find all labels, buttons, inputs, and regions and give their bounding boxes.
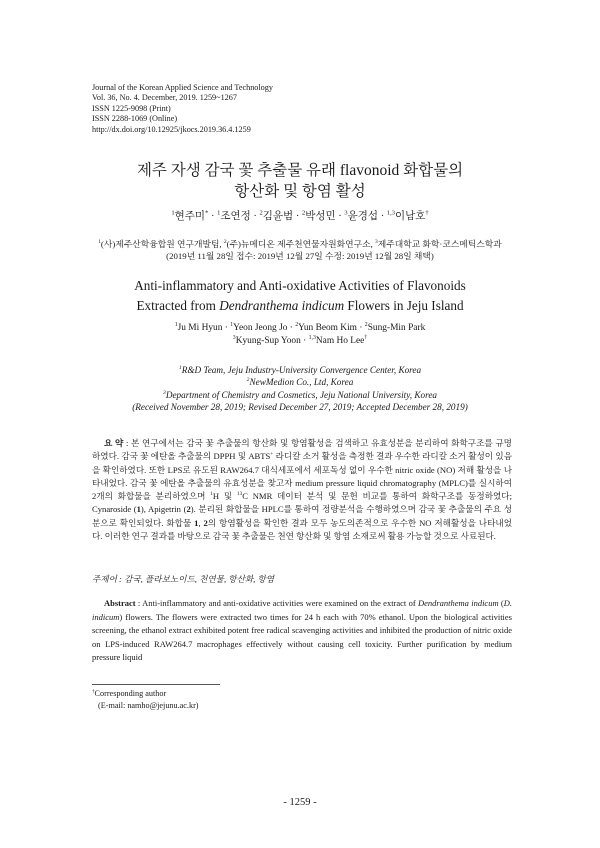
compound-number: 1 xyxy=(136,504,141,515)
english-dates: (Received November 28, 2019; Revised December 27, 2019; Accepted December 28, 2019) xyxy=(132,401,468,412)
footnote-line1 xyxy=(92,688,199,700)
abstract-text: H 및 xyxy=(212,491,237,502)
author-name: 김윤범 xyxy=(262,211,294,222)
compound-number: 2 xyxy=(186,504,191,515)
author-mark: * xyxy=(205,209,209,217)
author-affiliation-sup: 1 xyxy=(174,321,178,328)
english-abstract xyxy=(92,597,512,665)
author-mark: † xyxy=(425,209,429,217)
abstract-sup: 1 xyxy=(210,491,213,498)
korean-affiliations xyxy=(0,238,600,262)
author xyxy=(365,323,425,333)
abstract-text: , xyxy=(198,517,204,528)
english-title-line1: Anti-inflammatory and Anti-oxidative Activities of Flavonoids xyxy=(134,278,466,293)
species-name: Dendranthema indicum xyxy=(417,598,499,608)
korean-title-line1: 제주 자생 감국 꽃 추출물 유래 flavonoid 화합물의 xyxy=(136,162,464,179)
abstract-text: 의 항염활성을 확인한 결과 모두 농도의존적으로 우수한 NO 저해활성을 나타내었다. 이러한 연구 결과를 바탕으로 감국 꽃 추출물은 천연 항산화 및 항염 소재로써 활용 가능할 것으로 사료된다. xyxy=(92,517,512,542)
title-text: Extracted from xyxy=(136,298,220,313)
footnote-text: Corresponding author xyxy=(94,689,167,698)
aff-sup: 2 xyxy=(246,377,250,384)
korean-affiliation-line xyxy=(0,238,600,250)
english-affiliation xyxy=(0,376,600,388)
english-title-line2 xyxy=(0,296,600,316)
compound-number: 2 xyxy=(203,517,208,528)
author xyxy=(309,336,368,346)
korean-abstract xyxy=(92,437,512,543)
author-name: Kyung-Sup Yoon xyxy=(235,335,301,346)
compound-number: 1 xyxy=(194,517,199,528)
author-affiliation-sup: 1,3 xyxy=(386,209,395,217)
author-affiliation-sup: 2 xyxy=(259,209,263,217)
footnote xyxy=(92,688,199,711)
species-name: D. indicum xyxy=(92,598,512,622)
author xyxy=(344,211,378,222)
author-separator: · xyxy=(208,211,218,222)
aff-sup: 3 xyxy=(374,239,378,246)
korean-keywords: 주제어 : 감국, 플라보노이드, 천연물, 항산화, 항염 xyxy=(92,574,275,584)
author xyxy=(171,211,208,222)
abstract-sup: + xyxy=(270,451,274,458)
author-name: Yun Beom Kim xyxy=(298,323,357,333)
author-separator: · xyxy=(250,211,260,222)
aff-sup: 1 xyxy=(98,239,101,246)
author-name: Sung-Min Park xyxy=(367,323,426,333)
author-separator: · xyxy=(378,211,387,222)
english-affiliation xyxy=(0,364,600,376)
author-separator: · xyxy=(335,211,345,222)
footnote-email[interactable]: (E-mail: namho@jejunu.ac.kr) xyxy=(98,700,199,710)
author-affiliation-sup: 1 xyxy=(217,209,221,217)
author-name: 이남호 xyxy=(394,211,426,222)
abstract-text: ) flowers. The flowers were extracted two times for 24 h each with 70% ethanol. Upon the biological activities screening, the ethanol extract exhibited potent free radical scavenging activities and inhibited the production of nitric oxide on LPS-induced RAW264.7 macrophages effectively without causing cell toxicity. Further purification by medium pressure liquid xyxy=(92,611,512,662)
author-affiliation-sup: 2 xyxy=(364,321,368,328)
author xyxy=(175,323,223,333)
author-affiliation-sup: 2 xyxy=(295,321,299,328)
abstract-sup: 13 xyxy=(236,491,243,498)
author xyxy=(217,211,251,222)
aff-text: R&D Team, Jeju Industry-University Convergence Center, Korea xyxy=(181,365,422,375)
author-name: Ju Mi Hyun xyxy=(177,323,223,333)
author-separator: · xyxy=(287,323,296,333)
abstract-text: C NMR 데이터 분석 및 문헌 비교를 통하여 화학구조를 동정하였다; Cynaroside ( xyxy=(92,491,512,515)
author xyxy=(260,211,294,222)
author xyxy=(295,323,357,333)
author-affiliation-sup: 3 xyxy=(344,209,348,217)
author-separator: · xyxy=(222,323,231,333)
author-separator: · xyxy=(293,211,302,222)
author-affiliation-sup: 1 xyxy=(230,321,234,328)
author xyxy=(230,323,287,333)
aff-text: Department of Chemistry and Cosmetics, Jeju National University, Korea xyxy=(165,389,438,400)
abstract-text: ). 분리된 화합물을 HPLC를 통하여 정량분석을 수행하였으며 감국 꽃 추출물의 주요 성분으로 확인되었다. 화합물 xyxy=(92,504,512,528)
author xyxy=(302,211,336,222)
english-authors xyxy=(0,322,600,347)
english-affiliation xyxy=(0,389,600,401)
title-text: Flowers in Jeju Island xyxy=(344,298,464,313)
author-affiliation-sup: 1,3 xyxy=(308,334,316,341)
abstract-text: : 본 연구에서는 감국 꽃 추출물의 항산화 및 항염활성을 검색하고 유효성분을 분리하여 화학구조를 규명하였다. 감국 꽃 에탄올 추출물의 DPPH 및 ABTS xyxy=(92,438,512,462)
korean-authors xyxy=(0,208,600,223)
aff-text: 제주대학교 화학·코스메틱스학과 xyxy=(377,239,502,249)
english-authors-line1 xyxy=(0,322,600,335)
abstract-label: 요 약 xyxy=(104,438,124,448)
abstract-text: ( xyxy=(498,598,504,608)
page-number: - 1259 - xyxy=(283,797,317,808)
author-separator: · xyxy=(356,323,365,333)
journal-info xyxy=(92,83,273,135)
issn-print: ISSN 1225-9098 (Print) xyxy=(92,103,171,113)
author-name: 현주미 xyxy=(174,211,206,222)
author xyxy=(387,211,429,222)
author-affiliation-sup: 2 xyxy=(301,209,306,217)
author-separator: · xyxy=(300,335,309,346)
abstract-text: : Anti-inflammatory and anti-oxidative activities were examined on the extract of xyxy=(135,598,418,608)
author-name: 조연정 xyxy=(220,211,251,222)
author-name: Nam Ho Lee xyxy=(315,335,365,346)
journal-name: Journal of the Korean Applied Science and Technology xyxy=(92,83,273,92)
abstract-text: ), Apigetrin ( xyxy=(140,504,187,515)
footnote-divider xyxy=(92,684,220,685)
english-authors-line2 xyxy=(0,335,600,348)
english-affiliations xyxy=(0,364,600,413)
author-mark: † xyxy=(364,334,368,341)
korean-title xyxy=(0,160,600,202)
journal-volume: Vol. 36, No. 4. December, 2019. 1259~1267 xyxy=(92,93,237,103)
aff-sup: 1 xyxy=(178,364,182,371)
doi-link[interactable]: http://dx.doi.org/10.12925/jkocs.2019.36.4.1259 xyxy=(92,124,251,134)
abstract-label: Abstract xyxy=(104,598,136,608)
english-title xyxy=(0,276,600,316)
aff-text: (주)뉴메디온 제주천연물자원화연구소, xyxy=(226,239,375,249)
korean-title-line2: 항산화 및 항염 활성 xyxy=(234,183,366,200)
aff-sup: 3 xyxy=(162,389,166,396)
abstract-text: 라디칼 소거 활성을 측정한 결과 우수한 라디칼 소거 활성이 있음을 확인하였다. 또한 LPS로 유도된 RAW264.7 대식세포에서 세포독성 없이 우수한 nitric oxide (NO) 저해 활성을 나타내었다. 감국 꽃 에탄올 추출물의 유효성분을 찾고자 medium pressure liquid chromatography (MPLC)를 실시하여 2개의 화합물을 분리하였으며 xyxy=(92,451,512,502)
aff-text: NewMedion Co., Ltd, Korea xyxy=(249,377,354,388)
aff-sup: 2 xyxy=(223,239,227,246)
author-affiliation-sup: 1 xyxy=(171,209,175,217)
dagger-mark: † xyxy=(92,688,95,695)
author-name: 박성민 xyxy=(305,211,336,222)
species-name: Dendranthema indicum xyxy=(219,298,345,313)
author xyxy=(233,336,301,346)
aff-text: (사)제주산학융합원 연구개발팀, xyxy=(100,239,224,249)
author-affiliation-sup: 3 xyxy=(232,334,236,341)
issn-online: ISSN 2288-1069 (Online) xyxy=(92,114,178,124)
author-name: 윤경섭 xyxy=(347,211,379,222)
author-name: Yeon Jeong Jo xyxy=(233,323,288,333)
korean-dates: (2019년 11월 28일 접수: 2019년 12월 27일 수정: 2019년 12월 28일 채택) xyxy=(166,251,434,261)
english-affiliation-list xyxy=(0,364,600,401)
